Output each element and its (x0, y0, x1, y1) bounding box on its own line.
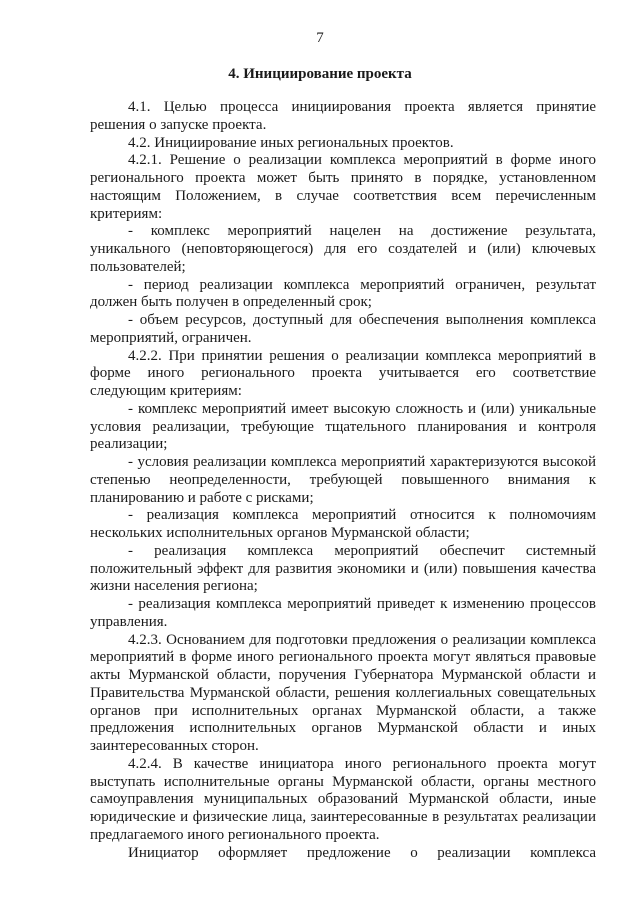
paragraph: 4.2.1. Решение о реализации комплекса мероприятий в форме иного регионального проекта может быть принято в порядке, установленном настоящим Положением, в случае соответствия всем перечисленным критериям: (90, 152, 596, 222)
paragraph: - реализация комплекса мероприятий относится к полномочиям нескольких исполнительных органов Мурманской области; (90, 507, 596, 541)
paragraph: 4.1. Целью процесса инициирования проекта является принятие решения о запуске проекта. (90, 99, 596, 133)
paragraph: - комплекс мероприятий нацелен на достижение результата, уникального (неповторяющегося) для его создателей и (или) ключевых пользователей; (90, 223, 596, 275)
page-number: 7 (316, 30, 324, 46)
paragraph: 4.2.4. В качестве инициатора иного регионального проекта могут выступать исполнительные органы Мурманской области, органы местного самоуправления муниципальных образований Мурманской области, иные юридические и физические лица, заинтересованные в результатах реализации предлагаемого иного регионального проекта. (90, 755, 596, 843)
paragraph: - период реализации комплекса мероприятий ограничен, результат должен быть получен в определенный срок; (90, 276, 596, 311)
paragraph: 4.2.2. При принятии решения о реализации комплекса мероприятий в форме иного регионального проекта учитывается его соответствие следующим критериям: (90, 347, 596, 399)
paragraph: - условия реализации комплекса мероприятий характеризуются высокой степенью неопределенности, требующей повышенного внимания к планированию и работе с рисками; (90, 454, 596, 506)
document-body (90, 99, 596, 862)
paragraph: - реализация комплекса мероприятий приведет к изменению процессов управления. (90, 596, 596, 630)
paragraph: 4.2. Инициирование иных региональных проектов. (128, 134, 454, 151)
paragraph: - объем ресурсов, доступный для обеспечения выполнения комплекса мероприятий, ограничен. (90, 312, 596, 346)
paragraph: 4.2.3. Основанием для подготовки предложения о реализации комплекса мероприятий в форме иного регионального проекта могут являться правовые акты Мурманской области, поручения Губернатора Мурманской области и Правительства Мурманской области, решения коллегиальных совещательных органов при исполнительных органах Мурманской области, а также предложения исполнительных органов Мурманской области и иных заинтересованных сторон. (90, 631, 596, 754)
paragraph: - комплекс мероприятий имеет высокую сложность и (или) уникальные условия реализации, требующие тщательного планирования и контроля реализации; (90, 400, 596, 453)
paragraph: - реализация комплекса мероприятий обеспечит системный положительный эффект для развития экономики и (или) повышения качества жизни населения региона; (90, 542, 596, 595)
section-title: 4. Инициирование проекта (228, 66, 412, 82)
paragraph: Инициатор оформляет предложение о реализации комплекса (128, 844, 596, 861)
